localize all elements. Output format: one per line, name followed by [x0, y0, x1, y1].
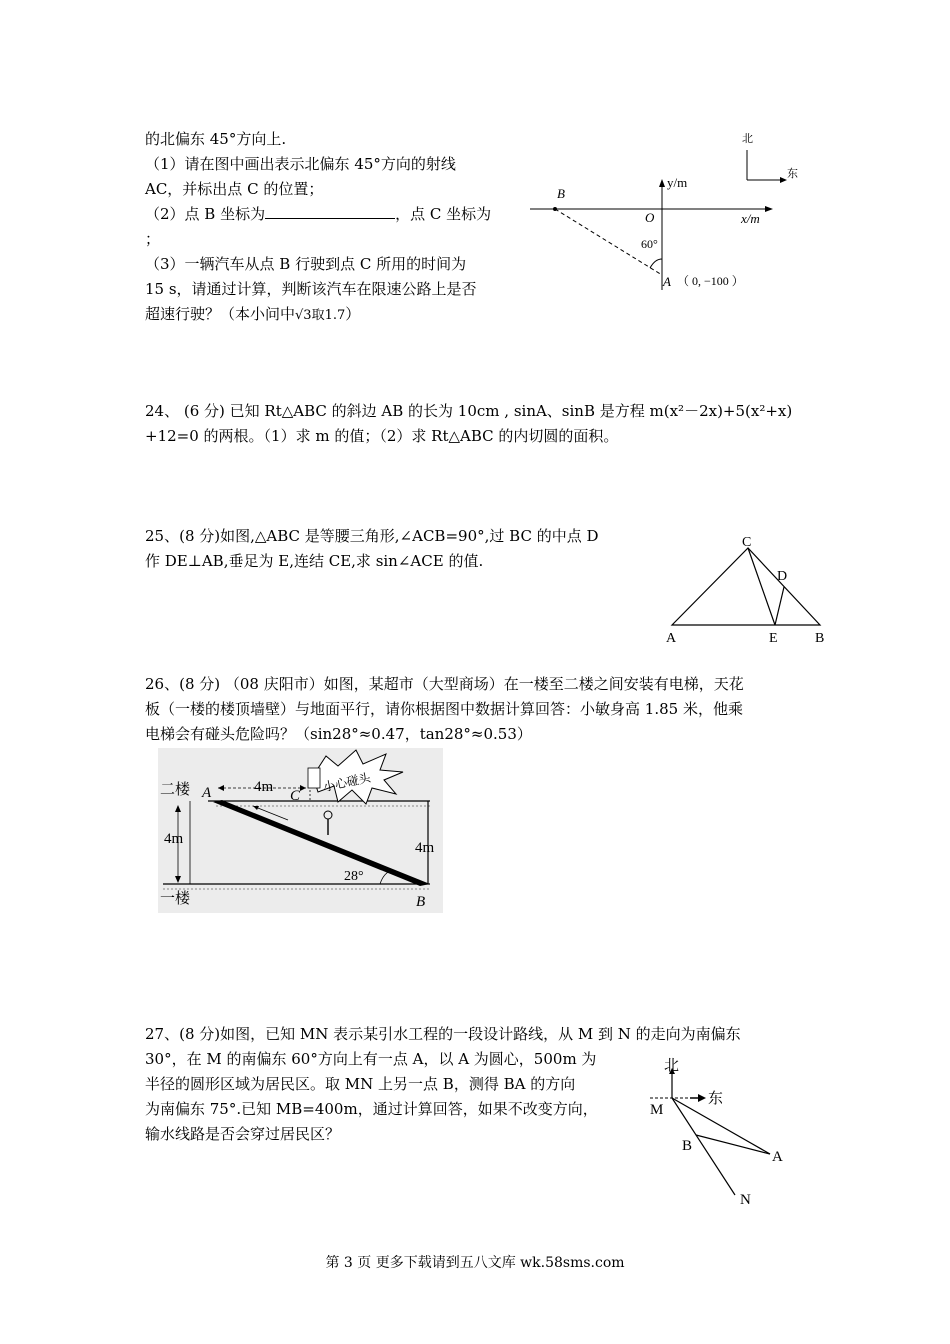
angle-label: 60° [641, 237, 658, 251]
q25-line2: 作 DE⊥AB,垂足为 E,连结 CE,求 sin∠ACE 的值. [145, 552, 484, 570]
q27-line2: 30°，在 M 的南偏东 60°方向上有一点 A，以 A 为圆心，500m 为 [145, 1050, 597, 1068]
origin-label: O [645, 210, 655, 225]
angle-label: 28° [344, 869, 364, 884]
q26-escalator-figure [158, 748, 443, 913]
q25-triangle-figure [660, 530, 835, 648]
compass-north-label: 北 [742, 133, 753, 145]
point-A-label: A [663, 274, 671, 289]
q23-part2-text-b: ，点 C 坐标为 [395, 205, 492, 223]
y-axis-label: y/m [667, 175, 688, 190]
right-height-label: 4m [415, 840, 435, 856]
warning-sign-text: 小心碰头 [321, 770, 372, 795]
vertex-B-label: B [815, 631, 825, 646]
q27-line5: 输水线路是否会穿过居民区？ [145, 1125, 341, 1143]
q23-part3-line1: （3）一辆汽车从点 B 行驶到点 C 所用的时间为 [145, 255, 467, 273]
q23-note-c: ） [345, 305, 361, 323]
point-D-label: D [777, 569, 788, 584]
q26-line3: 电梯会有碰头危险吗？（sin28°≈0.47，tan28°≈0.53） [145, 725, 532, 743]
q26-line2: 板（一楼的楼顶墙壁）与地面平行，请你根据图中数据计算回答：小敏身高 1.85 米，他乘 [145, 700, 743, 718]
point-B-label: B [557, 186, 565, 201]
q23-part1-line1: （1）请在图中画出表示北偏东 45°方向的射线 [145, 155, 456, 173]
q23-part3-line2: 15 s，请通过计算，判断该汽车在限速公路上是否 [145, 280, 477, 298]
answer-blank [265, 202, 395, 219]
floor2-label: 二楼 [160, 782, 191, 798]
q23-note-sqrt: √3取1.7 [295, 308, 346, 323]
point-B-label: B [416, 894, 426, 910]
top-distance-label: 4m [254, 779, 274, 795]
point-A-label: A [202, 785, 212, 801]
q27-line3: 半径的圆形区域为居民区。取 MN 上另一点 B，测得 BA 的方向 [145, 1075, 576, 1093]
q23-note-a: 超速行驶？（本小问中 [145, 305, 296, 323]
q23-part2-end: ； [145, 230, 161, 248]
north-label: 北 [664, 1058, 680, 1074]
point-A-label: A [772, 1149, 783, 1165]
q26-line1: 26、(8 分) （08 庆阳市）如图，某超市（大型商场）在一楼至二楼之间安装有电梯，天花 [145, 675, 744, 693]
q23-part1-line2: AC，并标出点 C 的位置； [145, 180, 324, 198]
point-N-label: N [740, 1192, 751, 1208]
q23-part2-text-a: （2）点 B 坐标为 [145, 205, 266, 223]
east-label: 东 [708, 1091, 724, 1107]
q23-part2-line [145, 202, 491, 226]
q24-line1: 24、 (6 分) 已知 Rt△ABC 的斜边 AB 的长为 10cm , sinA、sinB 是方程 m(x²－2x)+5(x²+x) [145, 402, 793, 420]
left-height-label: 4m [164, 831, 184, 847]
page-footer: 第 3 页 更多下载请到五八文库 wk.58sms.com [325, 1255, 625, 1271]
vertex-C-label: C [742, 535, 752, 550]
point-M-label: M [650, 1102, 664, 1118]
q23-part3-line3 [145, 302, 360, 328]
floor1-label: 一楼 [160, 891, 191, 907]
point-B-label: B [682, 1138, 693, 1154]
q23-line1: 的北偏东 45°方向上. [145, 130, 287, 148]
q24-line2: +12=0 的两根。（1）求 m 的值；（2）求 Rt△ABC 的内切圆的面积。 [145, 427, 619, 445]
point-E-label: E [769, 631, 778, 646]
vertex-A-label: A [666, 631, 677, 646]
q27-line1: 27、(8 分)如图，已知 MN 表示某引水工程的一段设计路线，从 M 到 N 的走向为南偏东 [145, 1025, 741, 1043]
point-A-coordinates: （ 0, −100 ） [677, 274, 744, 288]
q23-coordinate-figure [525, 125, 805, 305]
compass-east-label: 东 [787, 168, 798, 180]
point-C-label: C [290, 788, 301, 804]
q25-line1: 25、(8 分)如图,△ABC 是等腰三角形,∠ACB=90°,过 BC 的中点 D [145, 527, 599, 545]
x-axis-label: x/m [741, 211, 760, 226]
q27-line4: 为南偏东 75°.已知 MB=400m，通过计算回答，如果不改变方向， [145, 1100, 598, 1118]
q27-route-figure [640, 1050, 790, 1210]
